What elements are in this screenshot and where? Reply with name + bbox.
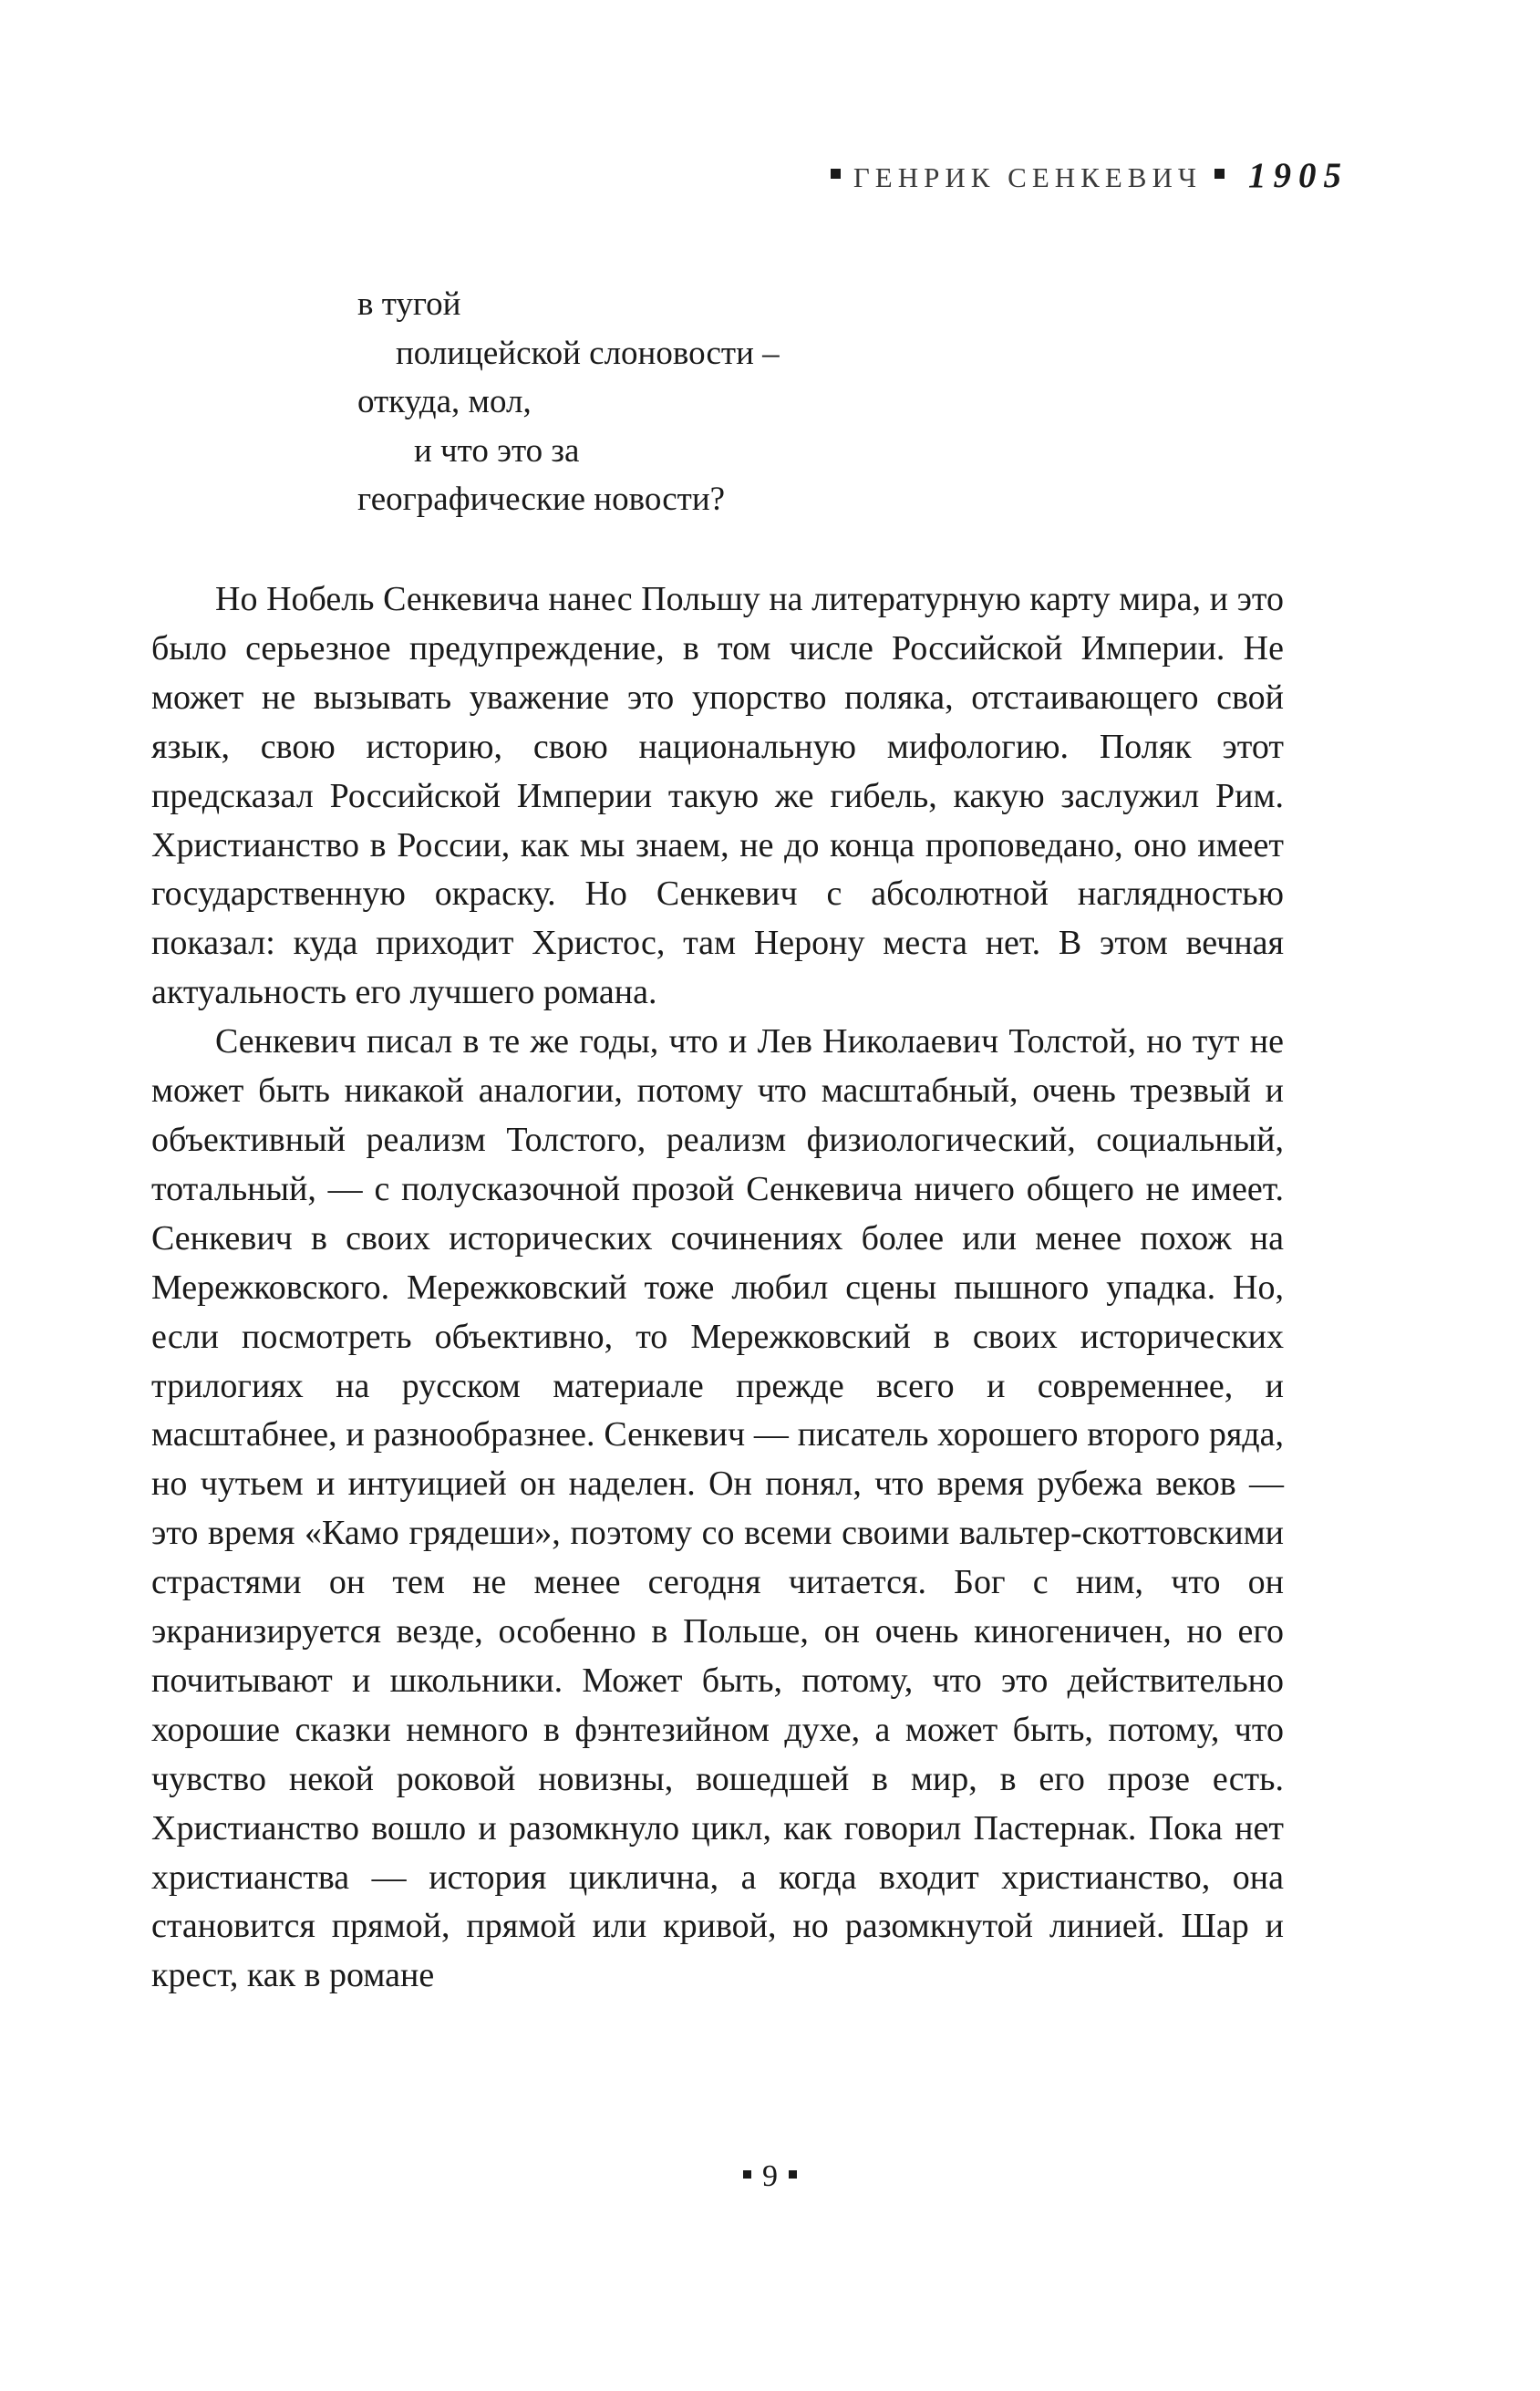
poem-line: в тугой [357, 285, 461, 323]
poem-line: географические новости? [357, 481, 726, 518]
running-head-author: ГЕНРИК СЕНКЕВИЧ [853, 161, 1202, 193]
poem-line: полицейской слоновости – [396, 334, 780, 372]
poem-excerpt [357, 280, 780, 524]
running-head [831, 155, 1349, 196]
page-footer [0, 2159, 1540, 2194]
paragraph: Но Нобель Сенкевича нанес Польшу на литературную карту мира, и это было серьезное предупреждение, в том числе Российской Империи. Не может не вызывать уважение это упорство поляка, отстаивающего свой язык, свою историю, свою национальную мифологию. Поляк этот предсказал Российской Империи такую же гибель, какую заслужил Рим. Христианство в России, как мы знаем, не до конца проповедано, оно имеет государственную окраску. Но Сенкевич с абсолютной наглядностью показал: куда приходит Христос, там Нерону места нет. В этом вечная актуальность его лучшего романа. [151, 580, 1284, 1012]
poem-line: и что это за [414, 431, 580, 470]
ornament-square-right [1214, 169, 1225, 179]
ornament-square-right [789, 2170, 797, 2179]
ornament-square-left [831, 169, 841, 179]
body-text [151, 575, 1284, 2001]
poem-line: откуда, мол, [357, 383, 532, 420]
ornament-square-left [743, 2170, 751, 2179]
paragraph: Сенкевич писал в те же годы, что и Лев Николаевич Толстой, но тут не может быть никакой аналогии, потому что масштабный, очень трезвый и объективный реализм Толстого, реализм физиологический, социальный, тотальный, — с полусказочной прозой Сенкевича ничего общего не имеет. Сенкевич в своих исторических сочинениях более или менее похож на Мережковского. Мережковский тоже любил сцены пышного упадка. Но, если посмотреть объективно, то Мережковский в своих исторических трилогиях на русском материале прежде всего и современнее, и масштабнее, и разнообразнее. Сенкевич — писатель хорошего второго ряда, но чутьем и интуицией он наделен. Он понял, что время рубежа веков — это время «Камо грядеши», поэтому со всеми своими вальтер-скоттовскими страстями он тем не менее сегодня читается. Бог с ним, что он экранизируется везде, особенно в Польше, он очень киногеничен, но его почитывают и школьники. Может быть, потому, что это действительно хорошие сказки немного в фэнтезийном духе, а может быть, потому, что чувство некой роковой новизны, вошедшей в мир, в его прозе есть. Христианство вошло и разомкнуло цикл, как говорил Пастернак. Пока нет христианства — история циклична, а когда входит христианство, она становится прямой, прямой или кривой, но разомкнутой линией. Шар и крест, как в романе [151, 1022, 1284, 1995]
page-number: 9 [762, 2159, 778, 2193]
running-head-year: 1905 [1248, 156, 1349, 195]
